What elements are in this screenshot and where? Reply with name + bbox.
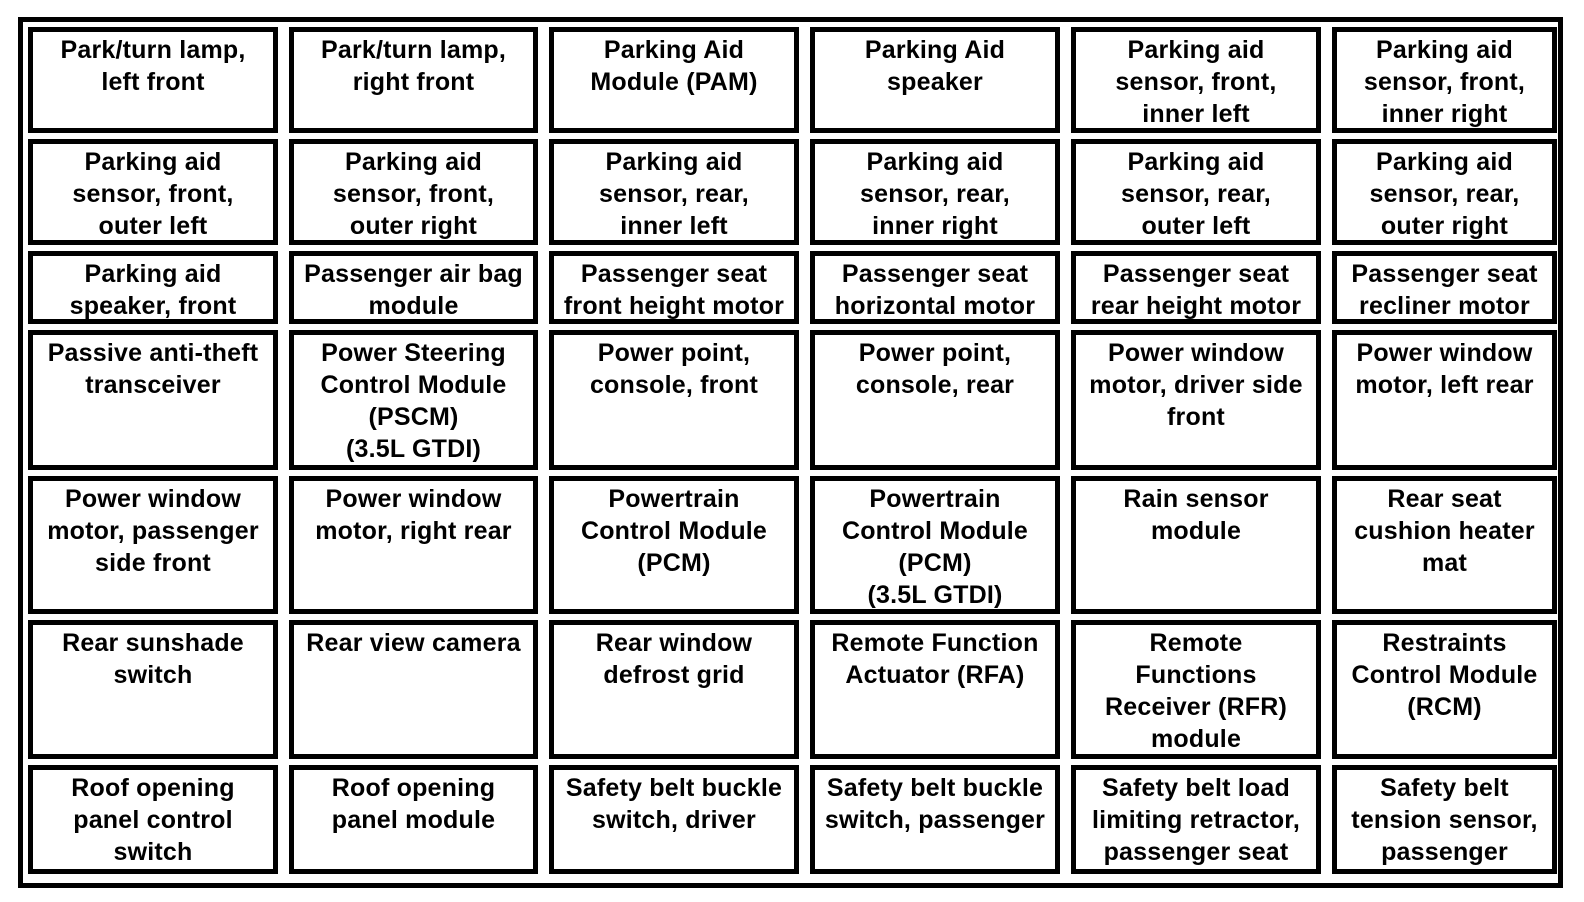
table-cell (1332, 139, 1557, 245)
cell-label: Parking Aid speaker (864, 36, 1006, 96)
cell-label: Parking Aid Module (PAM) (590, 36, 758, 96)
cell-label: Parking aid sensor, rear, inner right (860, 148, 1010, 240)
table-cell (28, 765, 278, 874)
table-cell (289, 139, 538, 245)
cell-label: Parking aid sensor, front, outer right (332, 148, 495, 240)
table-cell (1071, 139, 1321, 245)
table-cell (1071, 330, 1321, 470)
cell-label: Passenger seat front height motor (563, 260, 785, 320)
table-cell (289, 251, 538, 324)
table-cell (1332, 27, 1557, 133)
cell-label: Rear view camera (306, 629, 521, 657)
table-cell (289, 27, 538, 133)
cell-label: Passenger seat horizontal motor (834, 260, 1036, 320)
table-cell (549, 765, 799, 874)
cell-label: Passive anti-theft transceiver (47, 339, 259, 399)
table-cell (549, 476, 799, 614)
cell-label: Power point, console, rear (855, 339, 1015, 399)
cell-label: Remote Functions Receiver (RFR) module (1104, 629, 1288, 753)
table-cell (810, 27, 1060, 133)
cell-label: Park/turn lamp, right front (321, 36, 506, 96)
cell-label: Remote Function Actuator (RFA) (831, 629, 1039, 689)
table-cell (1071, 251, 1321, 324)
table-cell (810, 330, 1060, 470)
table-cell (28, 476, 278, 614)
table-cell (810, 620, 1060, 759)
cell-label: Park/turn lamp, left front (60, 36, 246, 96)
cell-label: Rear window defrost grid (595, 629, 753, 689)
table-cell (810, 476, 1060, 614)
table-cell (810, 765, 1060, 874)
table-cell (289, 330, 538, 470)
cell-label: Parking aid sensor, front, outer left (72, 148, 234, 240)
cell-label: Power Steering Control Module (PSCM) (3.5L GTDI) (320, 339, 507, 463)
table-cell (289, 476, 538, 614)
cell-label: Rain sensor module (1123, 485, 1269, 545)
cell-label: Power point, console, front (589, 339, 759, 399)
table-cell (549, 139, 799, 245)
table-cell (28, 27, 278, 133)
cell-label: Roof opening panel module (331, 774, 496, 834)
cell-label: Parking aid sensor, rear, inner left (599, 148, 749, 240)
cell-label: Power window motor, passenger side front (47, 485, 259, 577)
cell-label: Passenger seat rear height motor (1090, 260, 1302, 320)
cell-label: Rear sunshade switch (62, 629, 244, 689)
cell-label: Parking aid sensor, front, inner right (1363, 36, 1526, 128)
table-cell (1071, 620, 1321, 759)
table-cell (1332, 476, 1557, 614)
table-cell (549, 620, 799, 759)
cell-label: Power window motor, driver side front (1089, 339, 1303, 431)
table-cell (810, 251, 1060, 324)
cell-label: Parking aid sensor, rear, outer left (1121, 148, 1271, 240)
table-cell (549, 330, 799, 470)
table-cell (1332, 620, 1557, 759)
table-cell (28, 620, 278, 759)
cell-label: Power window motor, right rear (315, 485, 512, 545)
table-cell (1332, 330, 1557, 470)
table-cell (1071, 27, 1321, 133)
cell-label: Passenger seat recliner motor (1351, 260, 1538, 320)
cell-label: Roof opening panel control switch (71, 774, 235, 866)
table-cell (1071, 476, 1321, 614)
cell-label: Safety belt buckle switch, passenger (824, 774, 1046, 834)
table-cell (289, 765, 538, 874)
cell-label: Safety belt buckle switch, driver (565, 774, 783, 834)
component-grid (28, 27, 1553, 878)
table-cell (549, 27, 799, 133)
cell-label: Powertrain Control Module (PCM) (580, 485, 768, 577)
table-cell (810, 139, 1060, 245)
cell-label: Passenger air bag module (304, 260, 523, 320)
table-cell (1071, 765, 1321, 874)
table-cell (1332, 765, 1557, 874)
cell-label: Restraints Control Module (RCM) (1351, 629, 1538, 721)
cell-label: Parking aid sensor, rear, outer right (1369, 148, 1520, 240)
table-cell (1332, 251, 1557, 324)
cell-label: Safety belt load limiting retractor, passenger seat (1091, 774, 1300, 866)
table-cell (28, 251, 278, 324)
cell-label: Rear seat cushion heater mat (1354, 485, 1535, 577)
table-cell (28, 330, 278, 470)
cell-label: Parking aid sensor, front, inner left (1115, 36, 1277, 128)
cell-label: Parking aid speaker, front (69, 260, 237, 320)
table-cell (289, 620, 538, 759)
component-table-frame (18, 17, 1563, 888)
cell-label: Power window motor, left rear (1355, 339, 1534, 399)
cell-label: Powertrain Control Module (PCM) (3.5L GTDI) (841, 485, 1029, 609)
cell-label: Safety belt tension sensor, passenger (1351, 774, 1538, 866)
table-cell (549, 251, 799, 324)
table-cell (28, 139, 278, 245)
